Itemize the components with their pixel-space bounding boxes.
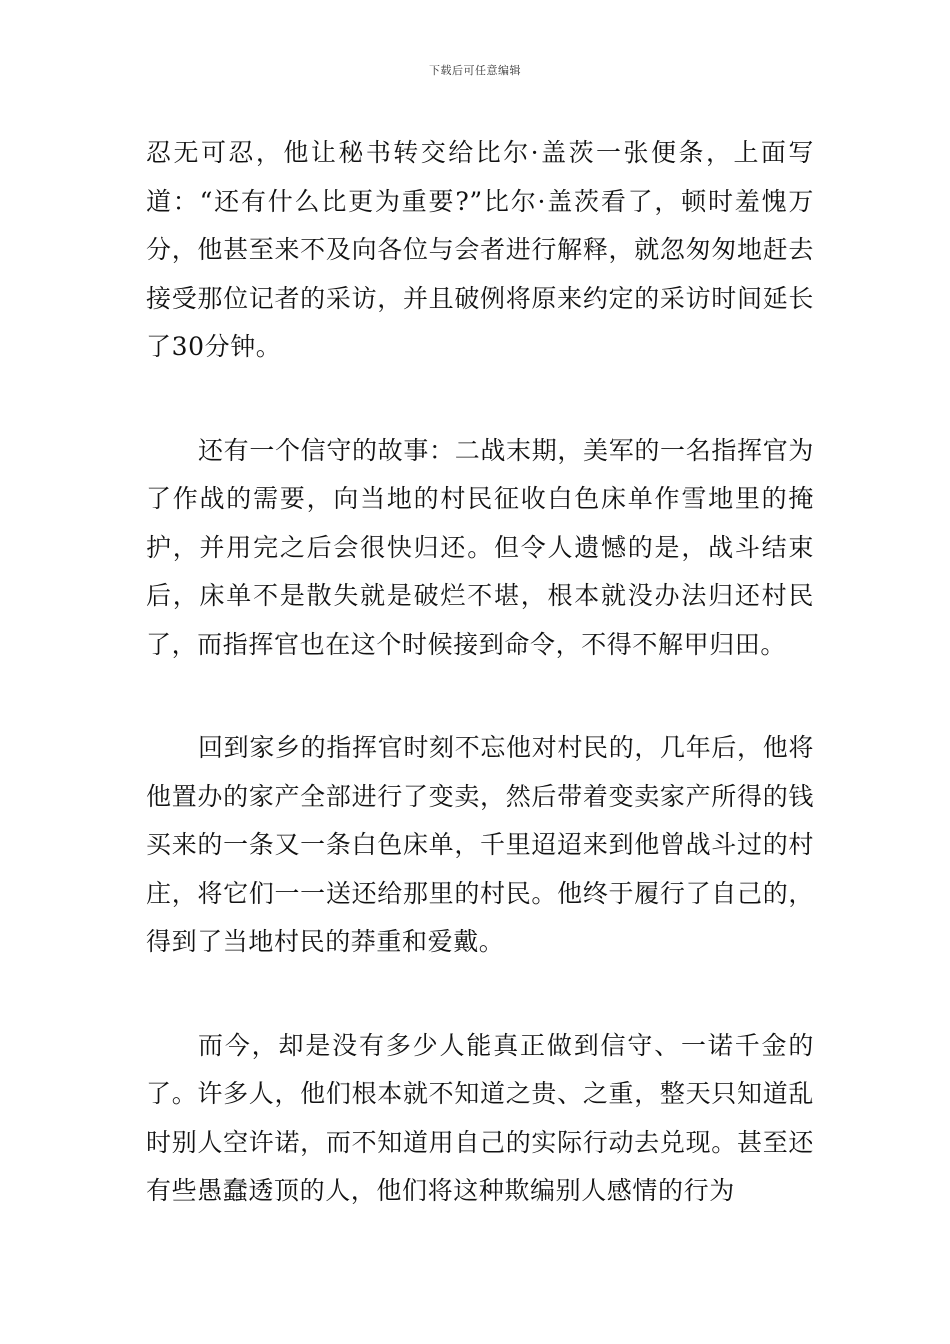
paragraph-3: 回到家乡的指挥官时刻不忘他对村民的，几年后，他将他置办的家产全部进行了变卖，然后带着变卖家产所得的钱买来的一条又一条白色床单，千里迢迢来到他曾战斗过的村庄，将它们一一送还给那里的村民。他终于履行了自己的，得到了当地村民的莽重和爱戴。 <box>146 733 814 956</box>
paragraph-4: 而今，却是没有多少人能真正做到信守、一诺千金的了。许多人，他们根本就不知道之贵、之重，整天只知道乱时别人空许诺，而不知道用自己的实际行动去兑现。甚至还有些愚蠢透顶的人，他们将这种欺编别人感情的行为 <box>146 1030 814 1205</box>
paragraph-spacer <box>146 669 814 724</box>
paragraph-spacer <box>146 967 814 1022</box>
page-header: 下载后可任意编辑 <box>429 64 521 77</box>
document-body <box>146 129 814 1216</box>
paragraph-1: 忍无可忍，他让秘书转交给比尔·盖茨一张便条，上面写道：“还有什么比更为重要?”比尔·盖茨看了，顿时羞愧万分，他甚至来不及向各位与会者进行解释，就忽匆匆地赶去接受那位记者的采访，并且破例将原来约定的采访时间延长了30分钟。 <box>146 138 814 361</box>
paragraph-2: 还有一个信守的故事：二战末期，美军的一名指挥官为了作战的需要，向当地的村民征收白色床单作雪地里的掩护，并用完之后会很快归还。但令人遗憾的是，战斗结束后，床单不是散失就是破烂不堪，根本就没办法归还村民了，而指挥官也在这个时候接到命令，不得不解甲归田。 <box>146 435 814 659</box>
paragraph-spacer <box>146 372 814 427</box>
